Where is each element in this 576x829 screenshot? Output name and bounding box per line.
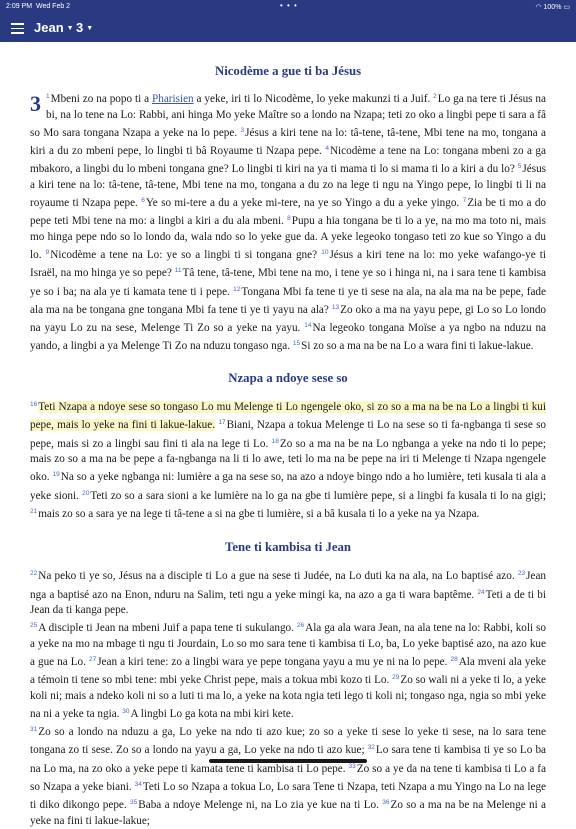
section-heading: Nicodème a gue ti ba Jésus bbox=[214, 64, 362, 78]
verse-text: mais zo so a sara ye na lege ti tâ-tene a si na gbe ti lumière, si a bâ kusala ti lo a yeke na ya Nzapa. bbox=[38, 507, 480, 520]
verse-number[interactable]: 13 bbox=[331, 303, 340, 311]
verse-paragraph bbox=[30, 722, 546, 829]
verse-text: Si zo so a ma na be na Lo a wara fini ti lakue-lakue. bbox=[301, 340, 534, 353]
verse[interactable] bbox=[141, 197, 459, 209]
verse-number[interactable]: 24 bbox=[477, 588, 485, 596]
verse-text: Jésus a kiri tene na lo: tâ-tene, tâ-tene, Mbi tene na mo, tongana a kiri a du zo mbeni pepe, lo lingbi ti bâ Royaume ti Nzapa pepe. bbox=[30, 126, 546, 158]
menu-icon[interactable] bbox=[11, 23, 24, 33]
verse-text: Zo so a ye da na tene ti kambisa ti Lo a fa so Nzapa a yeke biani. bbox=[30, 762, 546, 793]
battery-level: 100% bbox=[543, 4, 562, 11]
verse-text: A disciple ti Jean na mbeni Juif a papa tene ti sukulango. bbox=[38, 622, 294, 635]
verse-number[interactable]: 20 bbox=[82, 489, 90, 497]
verse-text: Tâ tene, tâ-tene, Mbi tene na mo, i tene ye so i hinga ni, na i sara tene ti kambisa ye so i ba; na ala ye ti kamata tene ti i pepe. bbox=[30, 267, 547, 298]
verse-number[interactable]: 14 bbox=[304, 322, 312, 330]
verse-text: Jean nga a baptisé azo na Enon, nduru na Salim, teti ngu a yeke mingi ka, na azo a ga ti wara baptême. bbox=[30, 570, 547, 601]
verse-number[interactable]: 23 bbox=[517, 570, 526, 578]
verse-number[interactable]: 7 bbox=[462, 197, 467, 205]
verse-number[interactable]: 1 bbox=[46, 93, 50, 101]
verse-number[interactable]: 9 bbox=[45, 248, 50, 256]
verse-text: Na peko ti ye so, Jésus na a disciple ti Lo a gue na sese ti Judée, na Lo duti ka na ala, na Lo baptisé azo. bbox=[38, 570, 515, 583]
verse-text: Lo ga na tere ti Jésus na bi, na lo tene na Lo: Rabbi, ani hinga Mo yeke Maître so a londo na Nzapa; teti zo oko a lingbi pepe ti sara a fâ so Mo sara tongana Nzapa a yeke na lo pepe. bbox=[30, 93, 546, 139]
verse-number[interactable]: 3 bbox=[240, 126, 245, 134]
verse-text: Pupu a hia tongana be ti lo a ye, na mo ma toto ni, mais mo hinga pepe ndo so lo londo da, wala ndo so lo yeke gue da. A yeke legeoko tongaso teti zo kue so Yingo a du lo. bbox=[30, 215, 547, 261]
verse-paragraph bbox=[30, 618, 546, 722]
verse-text: Ala mveni ala yeke a témoin ti tene so mbi tene: mbi yeke Christ pepe, mais a tokua mbi kozo ti Lo. bbox=[30, 655, 547, 687]
verse[interactable] bbox=[82, 490, 546, 502]
verse-paragraph bbox=[30, 397, 546, 522]
verse-text: Teti zo so a sara sioni a ke lumière na lo ga na gbe ti lumière pepe, si a lingbi fa kusala ti lo na gigi; bbox=[90, 489, 546, 502]
verse[interactable] bbox=[30, 508, 479, 520]
book-selector[interactable] bbox=[34, 20, 74, 35]
verse-number[interactable]: 30 bbox=[122, 707, 130, 715]
status-bar bbox=[0, 0, 576, 14]
wifi-icon: ◠ bbox=[535, 4, 542, 11]
multitask-dots[interactable]: • • • bbox=[280, 1, 298, 10]
verse-text: Na so a yeke ngbanga ni: lumière a ga na sese so, na azo a ndoye bingo ndo a ho lumière, teti kusala ti ala a yeke sioni. bbox=[30, 471, 547, 502]
verse-paragraph bbox=[30, 566, 546, 618]
verse-text: Nicodème a tene na Lo: tongana mbeni zo a ga mbakoro, a lingbi du lo mbeni tongana gne? Lo lingbi ti kiri na ya ti mama ti lo si mama ti lo a kiri a du lo? bbox=[30, 145, 546, 176]
verse-text: Zo so wali ni a yeke ti lo, a yeke koli ni; mais a ndeko koli ni so a luti ti ma lo, a yeke na kota ngia teti lego ti koli ni; tongaso nga, ngia so mbi yeke na ni a yeke ta ngia. bbox=[30, 674, 547, 720]
verse-number[interactable]: 15 bbox=[292, 340, 301, 348]
verse-text: A lingbi Lo ga kota na mbi kiri kete. bbox=[130, 707, 294, 720]
status-right bbox=[535, 3, 570, 11]
verse-number[interactable]: 26 bbox=[296, 622, 305, 630]
verse-number[interactable]: 34 bbox=[134, 780, 142, 788]
verse-text: Lo sara tene ti kambisa ti ye so Lo ba na Lo ma, na zo oko a yeke pepe ti kamata tene ti kambisa ti Lo pepe. bbox=[30, 744, 547, 775]
verse-text: Teti Nzapa a ndoye sese so tongaso Lo mu Melenge ti Lo ngengele oko, si zo so a ma na be na Lo a lingbi ti kui pepe, mais lo yeke na fini ti lakue-lakue. bbox=[30, 401, 546, 432]
verse-number[interactable]: 16 bbox=[30, 401, 38, 409]
top-nav-bar bbox=[0, 14, 576, 42]
verse[interactable] bbox=[293, 340, 534, 352]
chapter-value: 3 bbox=[76, 20, 84, 35]
verse[interactable] bbox=[30, 570, 515, 582]
verse-number[interactable]: 18 bbox=[271, 437, 279, 445]
section-heading: Tene ti kambisa ti Jean bbox=[224, 540, 352, 555]
chevron-down-icon: ▼ bbox=[86, 25, 94, 32]
verse-text: Jésus a kiri tene na lo: mo yeke wafango-ye ti Israël, na mo hinga ye so pepe? bbox=[30, 248, 547, 280]
verse-text: Jean a kiri tene: zo a lingbi wara ye pepe tongana yayu a mu ye ni na lo pepe. bbox=[97, 655, 448, 668]
verse-text: Zia be ti mo a do pepe teti Mbi tene na mo: a lingbi a kiri a du ala mbeni. bbox=[30, 197, 547, 228]
verse[interactable]: $^1$Mbeni zo na popo ti a Pharisien a yeke, iri ti lo Nicodème, lo yeke makunzi ti a Juif. bbox=[46, 93, 431, 106]
scripture-content bbox=[30, 64, 546, 829]
chapter-number: 3 bbox=[30, 91, 41, 117]
verse-text: Zo so a ma na be na Lo ngbanga a yeke na ndo ti lo pepe; mais zo so a ma na be pepe a fa-ngbanga na li ti lo awe, teti lo ma na be pepe na iri ti Melenge ti Nzapa ngengele oko. bbox=[30, 437, 547, 484]
verse-number[interactable]: 11 bbox=[174, 267, 182, 275]
verse-number[interactable]: 4 bbox=[325, 145, 329, 153]
verse-number[interactable]: 2 bbox=[433, 93, 437, 101]
verse-number[interactable]: 32 bbox=[367, 744, 375, 752]
verse-text: Zo oko a ma na yayu pepe, gi Lo so Lo londo na yayu Lo zu na sese, Melenge Ti Zo so a yeke na yayu. bbox=[30, 303, 547, 335]
verse[interactable] bbox=[30, 622, 294, 634]
chevron-down-icon: ▼ bbox=[66, 25, 74, 32]
book-name: Jean bbox=[34, 20, 64, 35]
verse-number[interactable]: 10 bbox=[321, 248, 329, 256]
verse[interactable] bbox=[122, 708, 293, 720]
battery-icon: ▭ bbox=[563, 4, 570, 11]
verse-paragraph bbox=[30, 89, 546, 354]
verse-number[interactable]: 25 bbox=[30, 622, 38, 630]
verse-number[interactable]: 22 bbox=[30, 570, 38, 578]
verse-text: Ye so mi-tere a du a yeke mi-tere, na ye so Yingo a du a yeke yingo. bbox=[145, 197, 460, 210]
verse-number[interactable]: 6 bbox=[141, 197, 145, 205]
verse-number[interactable]: 28 bbox=[450, 655, 458, 663]
verse-text: Teti Lo so Nzapa a tokua Lo, Lo sara Tene ti Nzapa, teti Nzapa a mu Yingo na Lo na lege ti diko dikongo pepe. bbox=[30, 780, 546, 812]
verse-number[interactable]: 29 bbox=[392, 674, 400, 682]
verse-number[interactable]: 8 bbox=[287, 215, 291, 223]
verse-number[interactable]: 19 bbox=[52, 471, 60, 479]
verse-number[interactable]: 5 bbox=[517, 163, 522, 171]
verse-number[interactable]: 35 bbox=[130, 799, 138, 807]
verse[interactable] bbox=[130, 799, 379, 811]
verse-text: Zo so a ma na be na Melenge ni a yeke na fini ti lakue-lakue; bbox=[30, 799, 547, 827]
verse-number[interactable]: 21 bbox=[30, 507, 38, 515]
verse-number[interactable]: 36 bbox=[382, 799, 390, 807]
chapter-selector[interactable] bbox=[76, 20, 93, 35]
verse-text: Biani, Nzapa a tokua Melenge ti Lo na sese so ti fa-ngbanga ti sese so pepe, mais si zo a lingbi sau fini ti ala na lege ti Lo. bbox=[30, 419, 547, 450]
verse-number[interactable]: 17 bbox=[218, 419, 226, 427]
verse[interactable] bbox=[46, 249, 317, 261]
verse-number[interactable]: 27 bbox=[88, 655, 97, 663]
verse-text: Teti a de ti bi Jean da ti kanga pepe. bbox=[30, 588, 546, 617]
verse-number[interactable]: 12 bbox=[233, 285, 241, 293]
verse-text: Na legeoko tongana Moïse a ya ngbo na nduzu na yando, a lingbi a ya Melenge Ti Zo na nduzu tongaso nga. bbox=[30, 322, 547, 353]
verse-text: Baba a ndoye Melenge ni, na Lo zia ye kue na ti Lo. bbox=[138, 799, 379, 812]
glossary-link[interactable]: Pharisien bbox=[152, 93, 194, 106]
verse-number[interactable]: 31 bbox=[30, 726, 38, 734]
verse-number[interactable]: 33 bbox=[348, 762, 356, 770]
home-indicator[interactable] bbox=[209, 759, 367, 763]
verse[interactable] bbox=[89, 656, 447, 668]
verse-text: Tongana Mbi fa tene ti ye ti sese na ala, na ala ma na be pepe, fade ala ma na be tongana gne tongana Mbi fa tene ti ye ti yayu na ala? bbox=[30, 285, 546, 316]
section-heading: Nzapa a ndoye sese so bbox=[228, 370, 348, 385]
verse-text: Ala ga ala wara Jean, na ala tene na lo: Rabbi, koli so a yeke na mo na mbage ti ngu ti Jourdain, Lo so mo sara tene ti kambisa ti Lo, ba, Lo yeke baptisé azo, na azo kue a gue na Lo. bbox=[30, 622, 546, 668]
verse-text: Jésus a kiri tene na lo: tâ-tene, tâ-tene, Mbi tene na mo, tongana a du zo na lege ti ngu na Yingo pepe, lo lingbi ti li na royaume ti Nzapa pepe. bbox=[30, 163, 547, 210]
status-time-date: 2:09 PM Wed Feb 2 bbox=[6, 3, 71, 10]
verse-text: Zo so a londo na nduzu a ga, Lo yeke na ndo ti azo kue; zo so a yeke ti sese lo yeke ti sese, na lo sara tene tongana zo ti sese. Zo so a londo na yayu a ga, Lo yeke na ndo ti azo kue; bbox=[30, 726, 546, 757]
verse-text: Nicodème a tene na Lo: ye so a lingbi ti si tongana gne? bbox=[50, 248, 318, 261]
